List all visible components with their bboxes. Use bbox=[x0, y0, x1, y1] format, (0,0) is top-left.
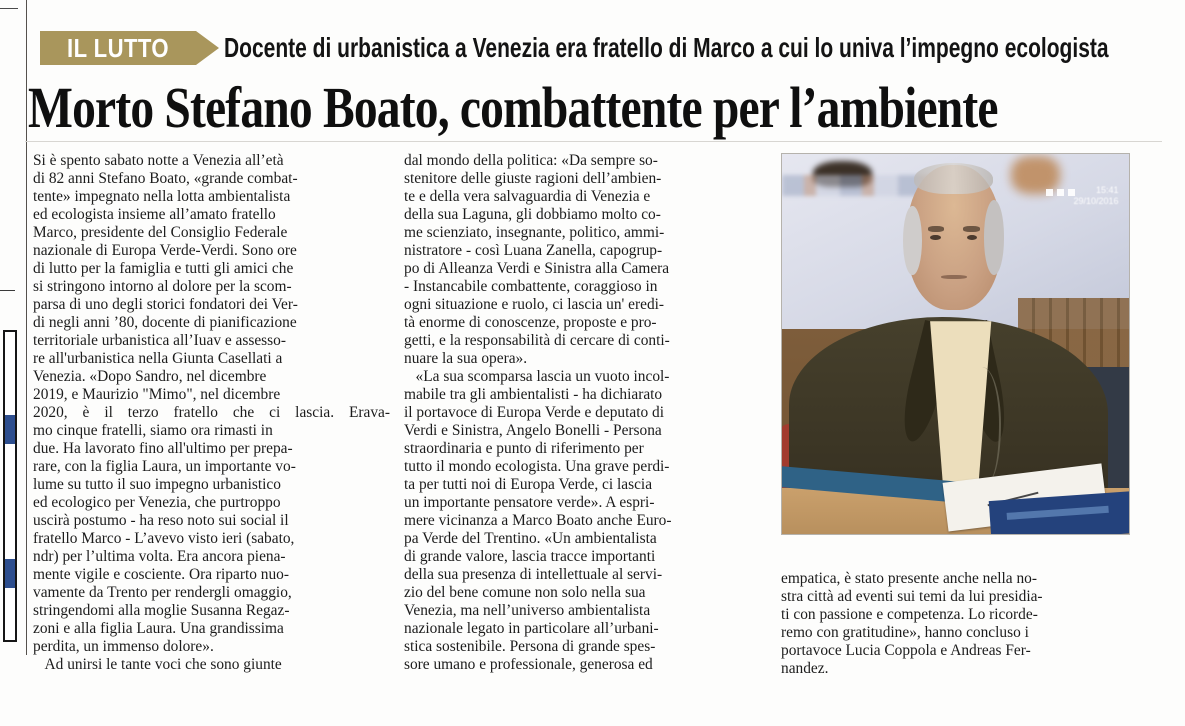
text-line: parsa di uno degli storici fondatori dei Ver- bbox=[33, 296, 298, 313]
article-column-3 bbox=[781, 570, 1138, 690]
text-line: Marco, presidente del Consiglio Federale bbox=[33, 224, 288, 241]
text-line: ed ecologista insieme all’amato fratello bbox=[33, 206, 276, 223]
text-line: re all'urbanistica nella Giunta Casellati a bbox=[33, 350, 283, 367]
screen-date: 29/10/2016 bbox=[1073, 196, 1119, 207]
text-line: stenitore delle giuste ragioni dell’ambien- bbox=[404, 170, 662, 187]
text-line: mente vigile e cosciente. Ora riparto nuo- bbox=[33, 566, 289, 583]
text-line: di 82 anni Stefano Boato, «grande combat- bbox=[33, 170, 298, 187]
text-line: pa Verde del Trentino. «Un ambientalista bbox=[404, 530, 657, 547]
text-line: tà enorme di conoscenze, proposte e pro- bbox=[404, 314, 657, 331]
text-line: po di Alleanza Verdi e Sinistra alla Camera bbox=[404, 260, 670, 277]
text-line: si stringono intorno al dolore per la scom- bbox=[33, 278, 292, 295]
text-line: Ad unirsi le tante voci che sono giunte bbox=[33, 656, 282, 673]
blue-bar bbox=[5, 415, 15, 444]
text-line: sore umano e professionale, generosa ed bbox=[404, 656, 653, 673]
text-line: Verdi e Sinistra, Angelo Bonelli - Persona bbox=[404, 422, 662, 439]
blue-bar bbox=[5, 559, 15, 588]
headline-rule bbox=[25, 141, 1162, 142]
kicker-badge-label: IL LUTTO bbox=[66, 32, 170, 63]
man-head bbox=[907, 165, 1001, 309]
text-line: stringendomi alla moglie Susanna Regaz- bbox=[33, 602, 290, 619]
text-line: nazionale legato in particolare all’urbani- bbox=[404, 620, 659, 637]
text-line: territoriale urbanistica all’Iuav e assesso- bbox=[33, 332, 286, 349]
text-line: della sua Laguna, gli dobbiamo molto co- bbox=[404, 206, 661, 223]
text-line: di negli anni ’80, docente di pianificazione bbox=[33, 314, 297, 331]
hair bbox=[903, 206, 922, 275]
text-line: uscirà postumo - ha reso noto sui social il bbox=[33, 512, 289, 529]
text-line: me scienziato, insegnante, politico, ammi- bbox=[404, 224, 665, 241]
text-line: - Instancabile combattente, coraggioso in bbox=[404, 278, 658, 295]
text-line: empatica, è stato presente anche nella no- bbox=[781, 570, 1037, 587]
kicker-badge-arrow-icon bbox=[196, 31, 219, 65]
text-line: portavoce Lucia Coppola e Andreas Fer- bbox=[781, 642, 1031, 659]
folder-stripe bbox=[1007, 505, 1109, 520]
kicker-badge bbox=[40, 31, 196, 65]
hair bbox=[914, 163, 993, 195]
article-column-1 bbox=[33, 152, 390, 680]
text-line: Venezia, ma nell’universo ambientalista bbox=[404, 602, 651, 619]
text-line: due. Ha lavorato fino all'ultimo per prepa- bbox=[33, 440, 293, 457]
text-line: mabile tra gli ambientalisti - ha dichiarato bbox=[404, 386, 663, 403]
text-line: «La sua scomparsa lascia un vuoto incol- bbox=[404, 368, 670, 385]
text-line: Si è spento sabato notte a Venezia all’età bbox=[33, 152, 284, 169]
text-line: fratello Marco - L’avevo visto ieri (sabato, bbox=[33, 530, 295, 547]
text-line: 2019, e Maurizio "Mimo", nel dicembre bbox=[33, 386, 281, 403]
text-line: nazionale di Europa Verde-Verdi. Sono ore bbox=[33, 242, 297, 259]
text-line: ndr) per l’ultima volta. Era ancora piena- bbox=[33, 548, 286, 565]
eyebrow bbox=[928, 226, 945, 232]
text-line: perdita, un immenso dolore». bbox=[33, 638, 214, 655]
text-line: zoni e alla figlia Laura. Una grandissima bbox=[33, 620, 284, 637]
text-line: vamente da Trento per rendergli omaggio, bbox=[33, 584, 292, 601]
headline: Morto Stefano Boato, combattente per l’ambiente bbox=[28, 75, 998, 140]
kicker-text: Docente di urbanistica a Venezia era fratello di Marco a cui lo univa l’impegno ecologista bbox=[224, 32, 1109, 63]
text-line: della sua presenza di intellettuale al servi- bbox=[404, 566, 663, 583]
eye bbox=[967, 235, 977, 240]
adjacent-article-box bbox=[3, 330, 17, 642]
screen-time: 15:41 bbox=[1095, 185, 1119, 196]
text-line: nandez. bbox=[781, 660, 829, 677]
text-line: zio del bene comune non solo nella sua bbox=[404, 584, 646, 601]
text-line: tutto il mondo ecologista. Una grave perdi- bbox=[404, 458, 670, 475]
column-divider-line bbox=[26, 0, 27, 655]
text-line: stra città ad eventi sui temi da lui presidia- bbox=[781, 588, 1043, 605]
text-line: lume su tutto il suo impegno urbanistico bbox=[33, 476, 281, 493]
text-line: Venezia. «Dopo Sandro, nel dicembre bbox=[33, 368, 267, 385]
text-line: straordinaria e punto di riferimento per bbox=[404, 440, 644, 457]
text-line: ogni situazione e ruolo, ci lascia un' eredi- bbox=[404, 296, 665, 313]
text-line: ti con passione e competenza. Lo ricorde- bbox=[781, 606, 1038, 623]
screen-osd-icons bbox=[1046, 189, 1075, 196]
text-line: ta per tutti noi di Europa Verde, ci lascia bbox=[404, 476, 653, 493]
left-edge-rule-top bbox=[0, 8, 18, 9]
article-photo bbox=[781, 153, 1130, 535]
text-line: nuare la sua opera». bbox=[404, 350, 528, 367]
screen-timestamp bbox=[1073, 185, 1118, 207]
text-line: di lutto per la famiglia e tutti gli amici che bbox=[33, 260, 294, 277]
text-line: tente» impegnato nella lotta ambientalista bbox=[33, 188, 291, 205]
article-column-2 bbox=[404, 152, 762, 680]
text-line: un importante pensatore verde». A espri- bbox=[404, 494, 655, 511]
text-line: getti, e la responsabilità di cercare di conti- bbox=[404, 332, 670, 349]
text-line: stica sostenibile. Persona di grande spes- bbox=[404, 638, 656, 655]
text-line: 2020, è il terzo fratello che ci lascia. Erava- bbox=[33, 404, 390, 421]
text-line: remo con gratitudine», hanno concluso i bbox=[781, 624, 1029, 641]
text-line: dal mondo della politica: «Da sempre so- bbox=[404, 152, 658, 169]
text-line: te e della vera salvaguardia di Venezia e bbox=[404, 188, 651, 205]
text-line: rare, con la figlia Laura, un importante vo- bbox=[33, 458, 296, 475]
text-line: mo cinque fratelli, siamo ora rimasti in bbox=[33, 422, 273, 439]
text-line: di grande valore, lascia tracce importanti bbox=[404, 548, 656, 565]
eyebrow bbox=[963, 226, 980, 232]
left-edge-rule-mid bbox=[0, 290, 15, 291]
mouth bbox=[941, 275, 967, 279]
text-line: il portavoce di Europa Verde e deputato di bbox=[404, 404, 664, 421]
text-line: mere vicinanza a Marco Boato anche Euro- bbox=[404, 512, 672, 529]
text-line: ed ecologico per Venezia, che purtroppo bbox=[33, 494, 281, 511]
eye bbox=[930, 235, 940, 240]
text-line: nistratore - così Luana Zanella, capogrup- bbox=[404, 242, 663, 259]
